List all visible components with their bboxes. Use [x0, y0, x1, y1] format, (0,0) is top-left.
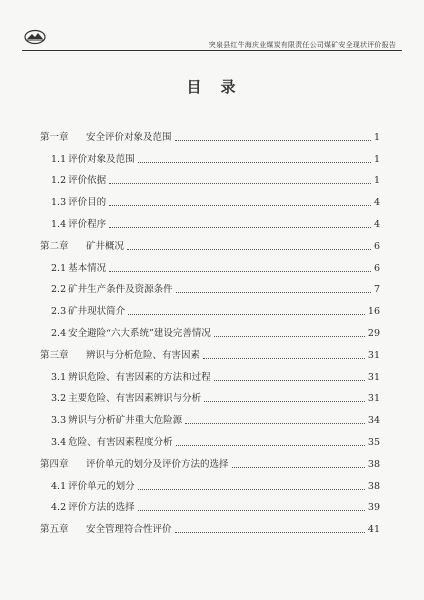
toc-entry-title: 危险、有害因素程度分析	[68, 436, 173, 448]
toc-dot-leader	[175, 531, 365, 533]
toc-entry-title: 评价单元的划分	[68, 480, 135, 492]
toc-section-entry[interactable]	[40, 492, 380, 514]
toc-entry-number: 3.4	[51, 436, 67, 448]
table-of-contents	[40, 121, 380, 535]
toc-page-number: 1	[373, 153, 380, 165]
toc-dot-leader	[176, 444, 365, 446]
toc-page-number: 31	[367, 349, 380, 361]
toc-section-entry[interactable]	[40, 383, 380, 405]
toc-page-number: 35	[367, 436, 380, 448]
toc-entry-title: 辨识与分析危险、有害因素	[86, 349, 201, 361]
toc-dot-leader	[203, 357, 365, 359]
toc-dot-leader	[138, 488, 365, 490]
toc-section-entry[interactable]	[40, 143, 380, 165]
toc-section-entry[interactable]	[40, 361, 380, 383]
toc-chapter-entry[interactable]	[40, 339, 380, 361]
page-title: 目 录	[186, 78, 238, 96]
toc-entry-title: 评价程序	[68, 218, 107, 230]
toc-dot-leader	[214, 379, 365, 381]
toc-page-number: 29	[367, 327, 380, 339]
toc-entry-title: 评价单元的划分及评价方法的选择	[86, 458, 229, 470]
toc-entry-number: 第三章	[40, 349, 69, 361]
toc-entry-title: 安全避险“六大系统”建设完善情况	[68, 327, 211, 339]
toc-entry-title: 安全评价对象及范围	[86, 131, 172, 143]
toc-entry-number: 第四章	[40, 458, 69, 470]
toc-dot-leader	[109, 182, 371, 184]
toc-entry-title: 评价方法的选择	[68, 502, 135, 514]
page-header	[22, 28, 402, 51]
toc-entry-number: 2.1	[51, 262, 67, 274]
toc-dot-leader	[175, 139, 371, 141]
toc-entry-number: 3.1	[51, 371, 67, 383]
toc-entry-number: 第一章	[40, 131, 69, 143]
toc-section-entry[interactable]	[40, 426, 380, 448]
toc-page-number: 16	[367, 306, 380, 318]
toc-entry-number: 1.3	[51, 197, 67, 209]
toc-entry-number: 1.4	[51, 218, 67, 230]
toc-chapter-entry[interactable]	[40, 121, 380, 143]
toc-entry-title: 辨识危险、有害因素的方法和过程	[68, 371, 211, 383]
header-title: 突泉县红牛海庆业煤炭有限责任公司煤矿安全现状评价报告	[208, 41, 396, 49]
toc-section-entry[interactable]	[40, 208, 380, 230]
toc-entry-number: 4.2	[51, 502, 67, 514]
toc-entry-number: 第五章	[40, 524, 69, 536]
toc-section-entry[interactable]	[40, 274, 380, 296]
toc-page-number: 6	[373, 262, 380, 274]
toc-page-number: 6	[373, 240, 380, 252]
toc-dot-leader	[128, 313, 365, 315]
toc-chapter-entry[interactable]	[40, 448, 380, 470]
toc-dot-leader	[232, 466, 365, 468]
company-logo-icon	[24, 29, 46, 45]
toc-dot-leader	[109, 226, 371, 228]
toc-dot-leader	[185, 422, 365, 424]
toc-dot-leader	[109, 204, 371, 206]
toc-page-number: 31	[367, 393, 380, 405]
toc-section-entry[interactable]	[40, 252, 380, 274]
toc-entry-title: 基本情况	[68, 262, 107, 274]
toc-page-number: 34	[367, 415, 380, 427]
toc-chapter-entry[interactable]	[40, 230, 380, 252]
toc-entry-title: 评价对象及范围	[68, 153, 135, 165]
toc-entry-number: 2.2	[51, 284, 67, 296]
toc-page-number: 7	[373, 284, 380, 296]
toc-entry-title: 辨识与分析矿井重大危险源	[68, 415, 183, 427]
toc-entry-number: 1.1	[51, 153, 67, 165]
toc-entry-title: 矿井概况	[86, 240, 125, 252]
toc-entry-title: 矿井现状简介	[68, 306, 126, 318]
toc-page-number: 38	[367, 480, 380, 492]
toc-page-number: 4	[373, 197, 380, 209]
toc-entry-number: 2.3	[51, 306, 67, 318]
toc-page-number: 1	[373, 175, 380, 187]
toc-entry-title: 评价目的	[68, 197, 107, 209]
toc-page-number: 31	[367, 371, 380, 383]
toc-dot-leader	[109, 270, 371, 272]
toc-dot-leader	[214, 335, 365, 337]
toc-entry-number: 3.3	[51, 415, 67, 427]
toc-page-number: 39	[367, 502, 380, 514]
toc-section-entry[interactable]	[40, 186, 380, 208]
toc-entry-number: 第二章	[40, 240, 69, 252]
toc-page-number: 1	[373, 131, 380, 143]
toc-section-entry[interactable]	[40, 295, 380, 317]
toc-entry-number: 3.2	[51, 393, 67, 405]
toc-section-entry[interactable]	[40, 165, 380, 187]
toc-page-number: 38	[367, 458, 380, 470]
toc-entry-title: 矿井生产条件及资源条件	[68, 284, 173, 296]
toc-entry-title: 评价依据	[68, 175, 107, 187]
toc-entry-number: 4.1	[51, 480, 67, 492]
toc-page-number: 41	[367, 524, 380, 536]
toc-entry-number: 2.4	[51, 327, 67, 339]
toc-entry-title: 安全管理符合性评价	[86, 524, 172, 536]
toc-entry-title: 主要危险、有害因素辨识与分析	[68, 393, 202, 405]
toc-dot-leader	[127, 248, 371, 250]
toc-dot-leader	[176, 291, 371, 293]
toc-dot-leader	[138, 509, 365, 511]
toc-section-entry[interactable]	[40, 470, 380, 492]
toc-section-entry[interactable]	[40, 317, 380, 339]
toc-page-number: 4	[373, 218, 380, 230]
toc-chapter-entry[interactable]	[40, 513, 380, 535]
toc-section-entry[interactable]	[40, 404, 380, 426]
toc-entry-number: 1.2	[51, 175, 67, 187]
toc-dot-leader	[138, 161, 371, 163]
toc-dot-leader	[204, 400, 365, 402]
